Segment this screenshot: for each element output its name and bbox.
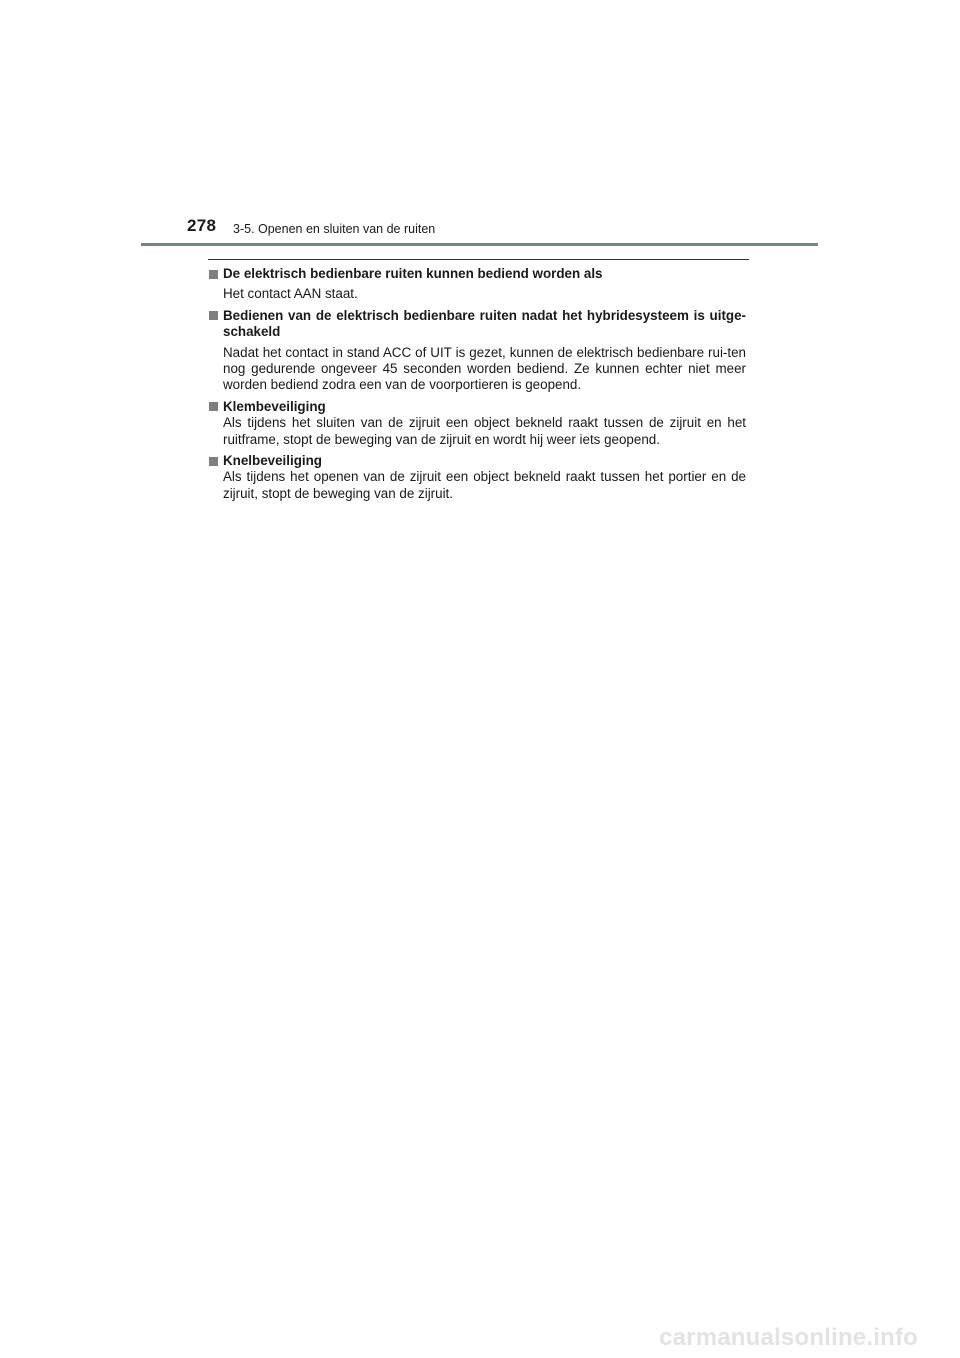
list-item — [208, 453, 746, 502]
content-rule — [208, 259, 749, 260]
item-heading: Klembeveiliging — [223, 398, 326, 414]
item-heading: Knelbeveiliging — [223, 453, 322, 469]
item-body: Nadat het contact in stand ACC of UIT is gezet, kunnen de elektrisch bedienbare rui-ten nog gedurende ongeveer 45 seconden worden bediend. Ze kunnen echter niet meer worden bediend zodra een van de voorportieren is geopend. — [223, 344, 746, 393]
content — [208, 266, 746, 507]
item-body: Als tijdens het openen van de zijruit een object bekneld raakt tussen het portier en de zijruit, stopt de beweging van de zijruit. — [223, 469, 746, 501]
square-bullet-icon — [209, 311, 218, 320]
item-heading: Bedienen van de elektrisch bedienbare ruiten nadat het hybridesysteem is uitge-schakeld — [223, 307, 746, 340]
item-body: Het contact AAN staat. — [223, 286, 358, 302]
footer-watermark: carmanualsonline.info — [659, 1324, 918, 1351]
list-item — [208, 399, 746, 448]
section-title: 3-5. Openen en sluiten van de ruiten — [233, 222, 436, 236]
list-item — [208, 266, 746, 303]
square-bullet-icon — [209, 457, 218, 466]
header-rule — [141, 243, 818, 246]
square-bullet-icon — [209, 402, 218, 411]
list-item — [208, 308, 746, 394]
page-number: 278 — [187, 216, 217, 235]
item-heading: De elektrisch bedienbare ruiten kunnen bediend worden als — [223, 266, 603, 281]
square-bullet-icon — [209, 270, 218, 279]
item-body: Als tijdens het sluiten van de zijruit een object bekneld raakt tussen de zijruit en het ruitframe, stopt de beweging van de zijruit en wordt hij weer iets geopend. — [223, 415, 746, 447]
